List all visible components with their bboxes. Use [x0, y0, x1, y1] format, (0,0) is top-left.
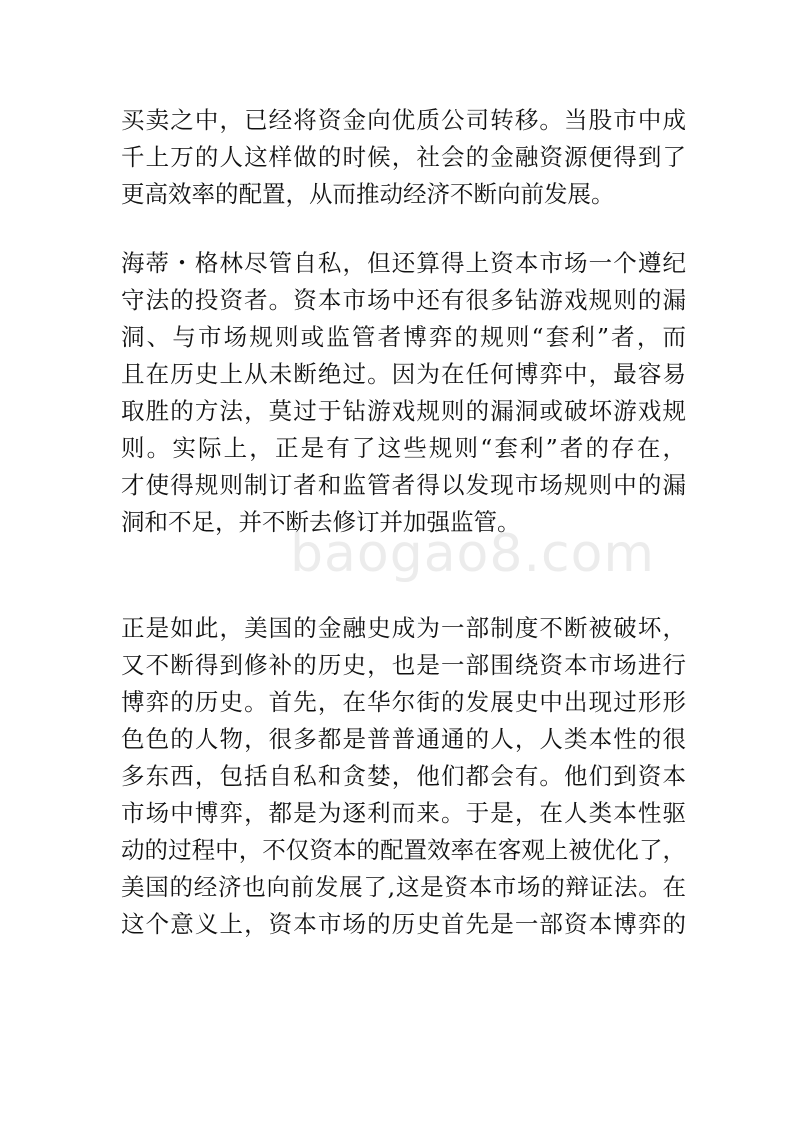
paragraph-line: 海蒂・格林尽管自私，但还算得上资本市场一个遵纪	[121, 249, 686, 277]
paragraph-line: 色色的人物，很多都是普普通通的人，人类本性的很	[121, 725, 686, 753]
paragraph-line: 更高效率的配置，从而推动经济不断向前发展。	[121, 180, 615, 208]
paragraph-line: 正是如此，美国的金融史成为一部制度不断被破坏，	[121, 614, 686, 642]
paragraph-line: 洞、与市场规则或监管者博弈的规则“套利”者，而	[121, 323, 686, 351]
paragraph-line: 又不断得到修补的历史，也是一部围绕资本市场进行	[121, 651, 686, 679]
paragraph-1	[121, 102, 686, 213]
paragraph-line: 这个意义上，资本市场的历史首先是一部资本博弈的	[121, 910, 686, 938]
paragraph-line: 买卖之中，已经将资金向优质公司转移。当股市中成	[121, 106, 686, 134]
paragraph-line: 市场中博弈，都是为逐利而来。于是，在人类本性驱	[121, 799, 686, 827]
paragraph-line: 多东西，包括自私和贪婪，他们都会有。他们到资本	[121, 762, 686, 790]
paragraph-line: 动的过程中，不仅资本的配置效率在客观上被优化了，	[121, 836, 686, 864]
paragraph-line: 取胜的方法，莫过于钻游戏规则的漏洞或破坏游戏规	[121, 397, 686, 425]
paragraph-line: 守法的投资者。资本市场中还有很多钻游戏规则的漏	[121, 286, 686, 314]
paragraph-line: 洞和不足，并不断去修订并加强监管。	[121, 508, 521, 536]
paragraph-line: 博弈的历史。首先，在华尔街的发展史中出现过形形	[121, 688, 686, 716]
paragraph-line: 才使得规则制订者和监管者得以发现市场规则中的漏	[121, 471, 686, 499]
paragraph-line: 则。实际上，正是有了这些规则“套利”者的存在，	[121, 434, 686, 462]
paragraph-2	[121, 245, 686, 541]
paragraph-line: 千上万的人这样做的时候，社会的金融资源便得到了	[121, 143, 686, 171]
paragraph-line: 美国的经济也向前发展了,这是资本市场的辩证法。在	[121, 873, 686, 901]
watermark: baogao8.com	[290, 524, 656, 584]
paragraph-3	[121, 610, 686, 943]
paragraph-line: 且在历史上从未断绝过。因为在任何博弈中，最容易	[121, 360, 686, 388]
